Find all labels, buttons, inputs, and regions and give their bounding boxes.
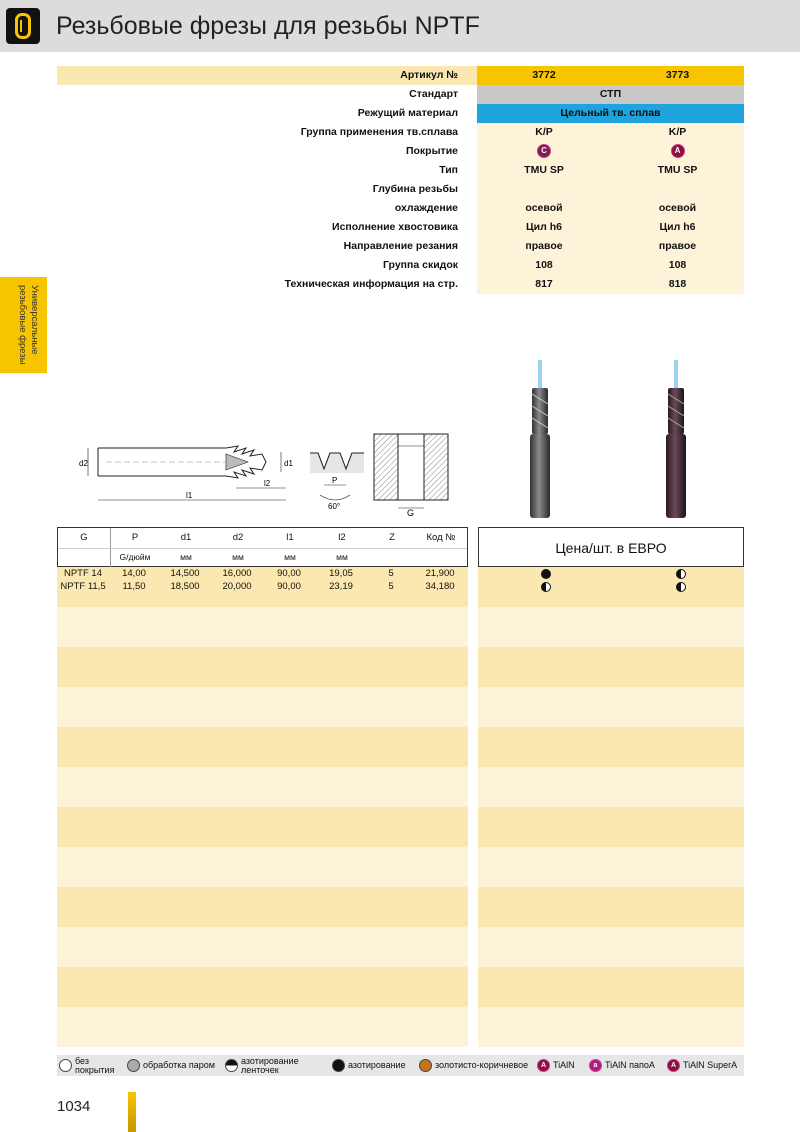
side-tab-line-1: Универсальные — [29, 285, 40, 355]
cell-l2: 23,19 — [329, 581, 353, 592]
spec-value: Цил h6 — [526, 221, 562, 233]
legend-item: азотирование — [332, 1055, 406, 1076]
availability-full-icon[interactable] — [541, 569, 551, 579]
spec-value: осевой — [658, 202, 697, 214]
section-side-tab[interactable] — [0, 277, 47, 373]
spec-value: Цил h6 — [659, 221, 696, 233]
spec-value: правое — [525, 240, 563, 252]
spec-row-tech-info — [57, 275, 744, 294]
spec-row-depth — [57, 180, 744, 199]
unit-d1: мм — [180, 552, 192, 562]
cell-z: 5 — [388, 581, 394, 592]
col-p: P — [131, 532, 139, 543]
tool-dimension-drawing — [76, 440, 296, 510]
unit-d2: мм — [232, 552, 244, 562]
page-accent-bar — [128, 1092, 136, 1132]
col-g: G — [80, 532, 88, 543]
pitch-label: P — [332, 476, 338, 485]
tialn-supera-icon: A — [667, 1059, 680, 1072]
spec-value — [611, 180, 744, 199]
legend-item: a TiAlN папоА — [589, 1055, 655, 1076]
spec-label: Артикул № — [400, 69, 458, 81]
article-3773[interactable]: 3773 — [665, 69, 690, 81]
cell-d1: 18,500 — [170, 581, 200, 592]
unit-l1: мм — [284, 552, 296, 562]
spec-row-cooling — [57, 199, 744, 218]
page-title: Резьбовые фрезы для резьбы NPTF — [56, 12, 480, 40]
spec-label: охлаждение — [394, 202, 458, 214]
spec-value: осевой — [525, 202, 563, 214]
tool-3773-image — [656, 360, 696, 520]
spec-label: Покрытие — [405, 145, 458, 157]
spec-row-article — [57, 66, 744, 85]
spec-label: Режущий материал — [357, 107, 458, 119]
cell-l1: 90,00 — [277, 581, 301, 592]
spec-value: 108 — [668, 259, 687, 271]
legend — [57, 1055, 744, 1076]
cell-code: 21,900 — [425, 568, 455, 579]
spec-value: СТП — [477, 85, 744, 104]
spec-label: Глубина резьбы — [372, 183, 458, 195]
spec-value — [477, 180, 611, 199]
spec-value: правое — [658, 240, 697, 252]
legend-item: золотисто-коричневое — [419, 1055, 528, 1076]
g-label: G — [407, 508, 415, 516]
spec-label: Стандарт — [409, 88, 458, 100]
tialn-nanoa-icon: a — [589, 1059, 602, 1072]
spec-value: TMU SP — [524, 164, 564, 176]
unit-l2: мм — [336, 552, 348, 562]
cell-d1: 14,500 — [170, 568, 200, 579]
spec-row-grade — [57, 123, 744, 142]
cell-d2: 20,000 — [222, 581, 252, 592]
spec-row-discount — [57, 256, 744, 275]
legend-item: A TiAlN SuperA — [667, 1055, 737, 1076]
side-tab-line-2: резьбовые фрезы — [17, 285, 28, 365]
spec-label: Техническая информация на стр. — [284, 278, 458, 290]
spec-row-material — [57, 104, 744, 123]
cell-g: NPTF 14 — [63, 568, 102, 579]
spec-value: TMU SP — [657, 164, 698, 176]
spec-value: K/P — [668, 126, 687, 138]
cell-z: 5 — [388, 568, 394, 579]
cell-code: 34,180 — [425, 581, 455, 592]
spec-row-direction — [57, 237, 744, 256]
availability-half-icon[interactable] — [541, 582, 551, 592]
thread-profile-drawing — [308, 445, 368, 513]
cell-p: 11,50 — [122, 581, 146, 592]
coating-a-icon: A — [671, 144, 685, 158]
tech-page-link[interactable]: 818 — [668, 278, 687, 290]
cell-d2: 16,000 — [222, 568, 252, 579]
l1-label: l1 — [186, 491, 193, 500]
spec-value: Цельный тв. сплав — [477, 104, 744, 123]
spec-label: Тип — [439, 164, 458, 176]
d2-label: d2 — [79, 459, 88, 468]
spec-value: K/P — [535, 126, 553, 138]
spec-label: Группа применения тв.сплава — [300, 126, 458, 138]
uncoated-icon — [59, 1059, 72, 1072]
col-code: Код № — [426, 532, 456, 543]
spec-table — [57, 66, 744, 294]
spec-row-type — [57, 161, 744, 180]
price-header: Цена/шт. в ЕВРО — [478, 527, 744, 567]
spec-label: Направление резания — [343, 240, 458, 252]
page-header — [0, 0, 800, 52]
brand-logo-icon — [6, 8, 40, 44]
legend-item: без покрытия — [59, 1055, 125, 1076]
page-number: 1034 — [57, 1098, 91, 1115]
col-l1: l1 — [286, 532, 294, 543]
article-3772[interactable]: 3772 — [532, 69, 556, 81]
spec-label: Группа скидок — [383, 259, 458, 271]
cell-g: NPTF 11,5 — [60, 581, 106, 592]
steam-treatment-icon — [127, 1059, 140, 1072]
cell-p: 14,00 — [122, 568, 146, 579]
tialn-icon: A — [537, 1059, 550, 1072]
tool-3772-image — [520, 360, 560, 520]
spec-value: 108 — [535, 259, 553, 271]
nitriding-icon — [332, 1059, 345, 1072]
spec-row-standard — [57, 85, 744, 104]
land-nitriding-icon — [225, 1059, 238, 1072]
spec-row-shank — [57, 218, 744, 237]
cell-l2: 19,05 — [329, 568, 353, 579]
coating-c-icon: C — [537, 144, 551, 158]
legend-item: A TiAlN — [537, 1055, 575, 1076]
spec-label: Исполнение хвостовика — [332, 221, 458, 233]
unit-p: G/дюйм — [119, 552, 151, 562]
data-table-header — [57, 527, 468, 567]
col-d2: d2 — [232, 532, 244, 543]
l2-label: l2 — [264, 479, 271, 488]
col-d1: d1 — [180, 532, 192, 543]
d1-label: d1 — [284, 459, 293, 468]
legend-item: азотирование ленточек — [225, 1055, 321, 1076]
spec-row-coating — [57, 142, 744, 161]
col-z: Z — [389, 532, 395, 543]
gold-brown-icon — [419, 1059, 432, 1072]
legend-item: обработка паром — [127, 1055, 215, 1076]
availability-half-icon[interactable] — [676, 582, 686, 592]
workpiece-drawing — [372, 432, 450, 516]
availability-half-icon[interactable] — [676, 569, 686, 579]
tech-page-link[interactable]: 817 — [535, 278, 553, 290]
angle-label: 60° — [328, 502, 341, 511]
col-l2: l2 — [338, 532, 346, 543]
cell-l1: 90,00 — [277, 568, 301, 579]
